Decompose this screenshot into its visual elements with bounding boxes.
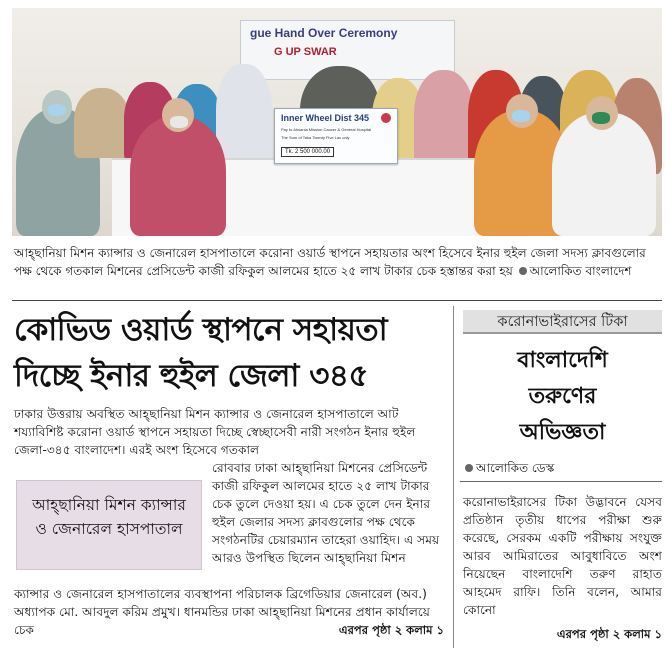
cheque-title: Inner Wheel Dist 345 — [281, 113, 370, 123]
desk-name: আলোকিত ডেস্ক — [476, 461, 555, 475]
headline-line-2: দিচ্ছে ইনার হুইল জেলা ৩৪৫ — [14, 358, 369, 394]
banner-text-line2: G UP SWAR — [274, 46, 337, 58]
photo-credit: আলোকিত বাংলাদেশ — [529, 264, 632, 278]
article-body-end — [14, 585, 444, 639]
pull-quote-text: আহ্ছানিয়া মিশন ক্যান্সার ও জেনারেল হাসপাতাল — [32, 496, 186, 538]
horizontal-divider — [12, 300, 662, 301]
person-figure — [130, 116, 226, 236]
side-headline-line-2: তরুণের — [528, 384, 597, 409]
face-mask — [512, 110, 530, 122]
person-figure — [552, 112, 656, 236]
cheque-amount: Tk. 2 500 000.00 — [281, 147, 334, 157]
pull-quote-box — [16, 480, 202, 570]
person-figure — [414, 70, 474, 166]
cheque-sum-words: The Sum of Taka Twenty Five Lac only — [281, 135, 350, 140]
bullet-icon — [465, 464, 473, 472]
main-headline — [14, 307, 444, 399]
person-figure — [216, 64, 272, 164]
side-continued-jump-link: এরপর পৃষ্ঠা ২ কলাম ১ — [556, 627, 662, 641]
banner-text-line1: gue Hand Over Ceremony — [250, 26, 398, 40]
column-divider — [453, 306, 454, 648]
byline-divider — [460, 481, 662, 482]
continued-jump-link: এরপর পৃষ্ঠা ২ কলাম ১ — [338, 623, 444, 637]
bullet-icon — [519, 267, 527, 275]
cheque-payee: Pay to Ahsania Mission Cancer & General Hospital — [281, 127, 372, 132]
side-story-body: করোনাভাইরাসের টিকা উদ্ভাবনে যেসব প্রতিষ্ঠান তৃতীয় ধাপের পরীক্ষা শুরু করেছে, সেরকম একটি পরীক্ষায় সংযুক্ত আরব আমিরাতের আবুধাবিতে অংশ নিয়েছেন বাংলাদেশি তরুণ রাহাত আহমেদ রাফি। তিনি বলেন, আমার কোনো — [463, 495, 662, 617]
photo-caption — [14, 244, 664, 280]
side-story-headline — [463, 343, 662, 451]
article-body-intro: ঢাকার উত্তরায় অবস্থিত আহ্ছানিয়া মিশন ক্যান্সার ও জেনারেল হাসপাতালে আট শয্যাবিশিষ্ট করোনা ওয়ার্ড স্থাপনে সহায়তা দিচ্ছে স্বেচ্ছাসেবী নারী সংগঠন ইনার হুইল জেলা-৩৪৫ বাংলাদেশ। এরই অংশ হিসেবে গতকাল — [14, 407, 416, 457]
person-figure — [74, 88, 130, 158]
article-body-column: রোববার ঢাকা আহ্ছানিয়া মিশনের প্রেসিডেন্ট কাজী রফিকুল আলমের হাতে ২৫ লাখ টাকার চেক তুলে দেওয়া হয়। এ চেক তুলে দেন ইনার হুইল জেলার সদস্য ক্লাবগুলোর পক্ষ থেকে সংগঠনটির চেয়ারম্যান তাহেরা ওয়াহিদ। এ সময় আরও উপস্থিত ছিলেন আহ্ছানিয়া মিশন — [212, 461, 440, 565]
giant-cheque — [274, 108, 398, 164]
face-mask — [592, 112, 610, 124]
side-headline-line-1: বাংলাদেশি — [517, 348, 608, 373]
face-mask — [170, 116, 188, 128]
article-body-end-text: ক্যান্সার ও জেনারেল হাসপাতালের ব্যবস্থাপনা পরিচালক ব্রিগেডিয়ার জেনারেল (অব.) অধ্যাপক মো. আবদুল করিম প্রমুখ। ধানমন্ডির ঢাকা আহ্ছানিয়া মিশনের প্রধান কার্যালয়ে চেক — [14, 587, 430, 637]
club-logo-icon — [381, 113, 391, 123]
side-story-byline — [463, 460, 554, 476]
face-mask — [48, 104, 66, 116]
news-photo — [12, 8, 662, 236]
side-story-kicker: করোনাভাইরাসের টিকা — [463, 310, 662, 334]
caption-text: আহ্ছানিয়া মিশন ক্যান্সার ও জেনারেল হাসপাতালে করোনা ওয়ার্ড স্থাপনে সহায়তার অংশ হিসেবে ইনার হুইল জেলা সদস্য ক্লাবগুলোর পক্ষ থেকে গতকাল মিশনের প্রেসিডেন্ট কাজী রফিকুল আলমের হাতে ২৫ লাখ টাকার চেক হস্তান্তর করা হয় — [14, 246, 646, 278]
headline-line-1: কোভিড ওয়ার্ড স্থাপনে সহায়তা — [14, 312, 388, 348]
side-headline-line-3: অভিজ্ঞতা — [519, 420, 606, 445]
